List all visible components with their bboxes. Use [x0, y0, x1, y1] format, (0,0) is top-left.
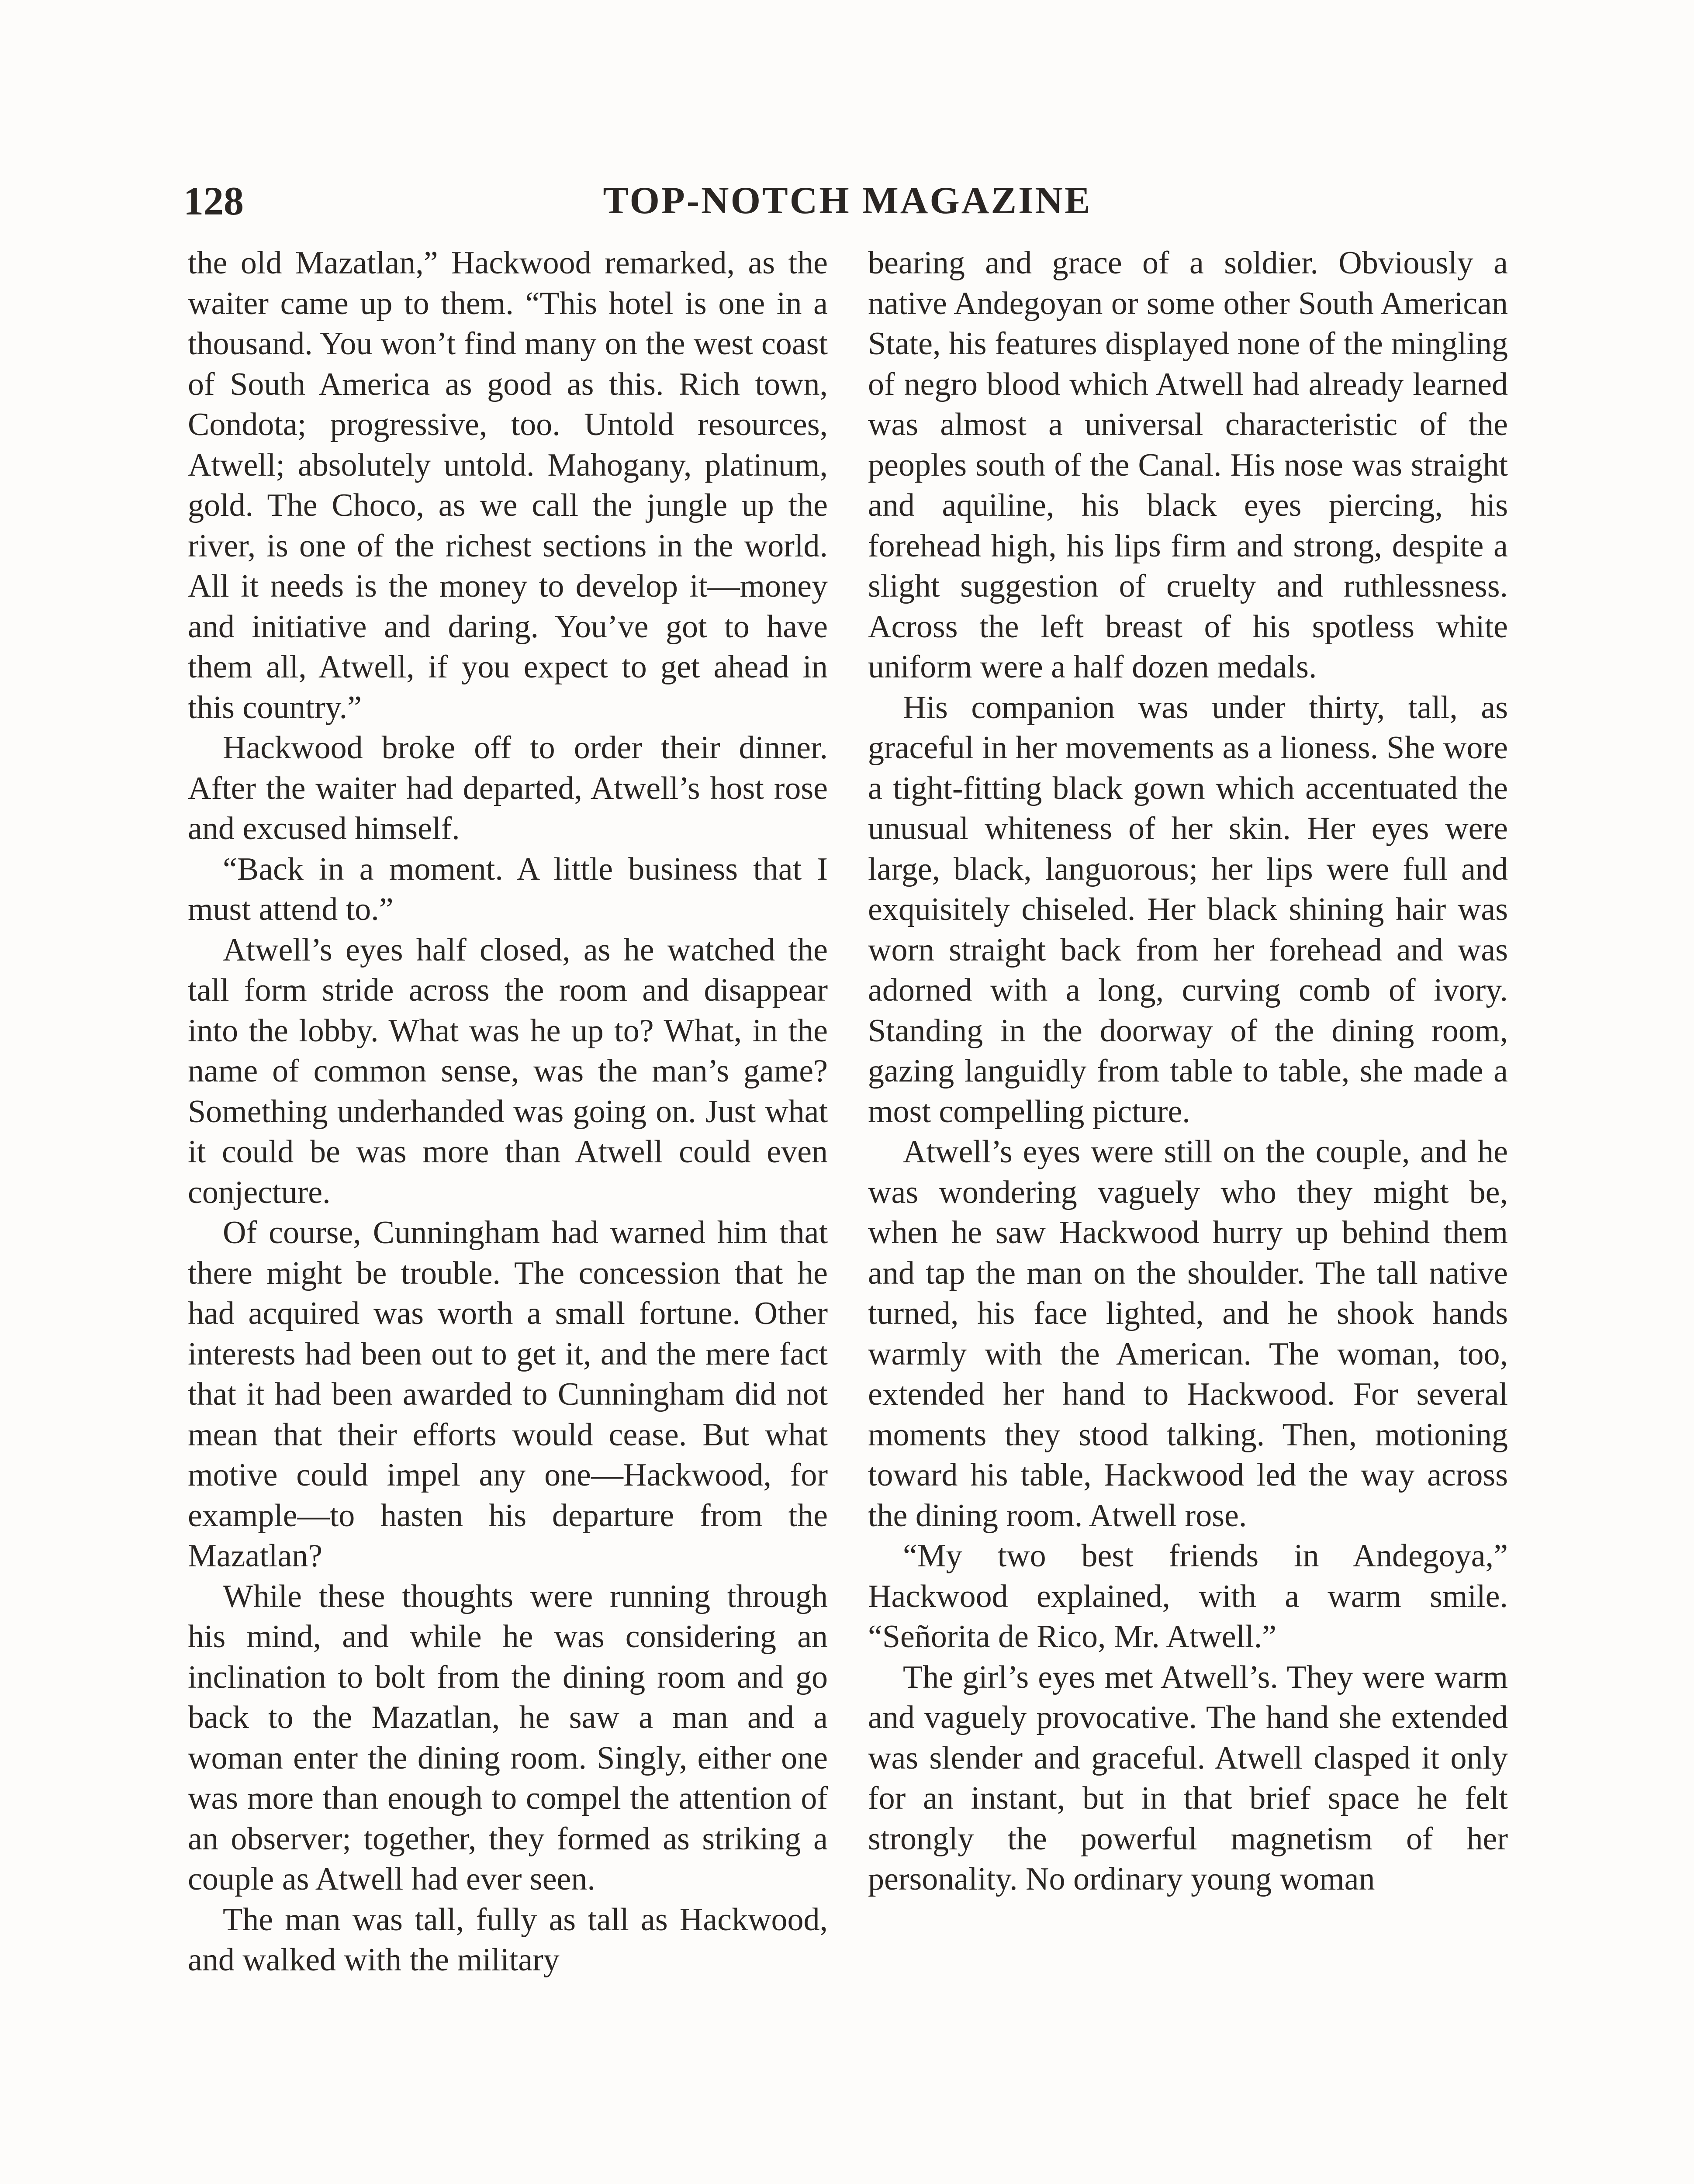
paragraph: bearing and grace of a soldier. Obviously a native Andegoyan or some other South American State, his features displayed none of the mingling of negro blood which Atwell had already learned was almost a universal characteristic of the peoples south of the Canal. His nose was straight and aquiline, his black eyes piercing, his forehead high, his lips firm and strong, despite a slight suggestion of cruelty and ruthlessness. Across the left breast of his spotless white uniform were a half dozen medals. — [868, 245, 1508, 685]
left-text-column — [188, 243, 828, 2184]
page-header — [183, 175, 1511, 227]
paragraph: the old Mazatlan,” Hackwood remarked, as the waiter came up to them. “This hotel is one in a thousand. You won’t find many on the west coast of South America as good as this. Rich town, Condota; progressive, too. Untold resources, Atwell; absolutely untold. Mahogany, platinum, gold. The Choco, as we call the jungle up the river, is one of the richest sections in the world. All it needs is the money to develop it—money and initiative and daring. You’ve got to have them all, Atwell, if you expect to get ahead in this country.” — [188, 245, 828, 726]
paragraph: Atwell’s eyes half closed, as he watched the tall form stride across the room and disappear into the lobby. What was he up to? What, in the name of common sense, was the man’s game? Something underhanded was going on. Just what it could be was more than Atwell could even conjecture. — [188, 932, 828, 1210]
paragraph: “My two best friends in Andegoya,” Hackwood explained, with a warm smile. “Señorita de Rico, Mr. Atwell.” — [868, 1538, 1508, 1655]
paragraph: The girl’s eyes met Atwell’s. They were warm and vaguely provocative. The hand she extended was slender and graceful. Atwell clasped it only for an instant, but in that brief space he felt strongly the powerful magnetism of her personality. No ordinary young woman — [868, 1659, 1508, 1897]
paragraph: While these thoughts were running through his mind, and while he was considering an inclination to bolt from the dining room and go back to the Mazatlan, he saw a man and a woman enter the dining room. Singly, either one was more than enough to compel the attention of an observer; together, they formed as striking a couple as Atwell had ever seen. — [188, 1578, 828, 1897]
paragraph: Of course, Cunningham had warned him that there might be trouble. The concession that he had acquired was worth a small fortune. Other interests had been out to get it, and the mere fact that it had been awarded to Cunningham did not mean that their efforts would cease. But what motive could impel any one—Hackwood, for example—to hasten his departure from the Mazatlan? — [188, 1215, 828, 1574]
paragraph: The man was tall, fully as tall as Hackwood, and walked with the military — [188, 1901, 828, 1978]
right-text-column — [868, 243, 1508, 2184]
paragraph: “Back in a moment. A little business that I must attend to.” — [188, 851, 828, 927]
paragraph: His companion was under thirty, tall, as graceful in her movements as a lioness. She wore a tight-fitting black gown which accentuated the unusual whiteness of her skin. Her eyes were large, black, languorous; her lips were full and exquisitely chiseled. Her black shining hair was worn straight back from her forehead and was adorned with a long, curving comb of ivory. Standing in the doorway of the dining room, gazing languidly from table to table, she made a most compelling picture. — [868, 689, 1508, 1130]
paragraph: Atwell’s eyes were still on the couple, and he was wondering vaguely who they might be, when he saw Hackwood hurry up behind them and tap the man on the shoulder. The tall native turned, his face lighted, and he shook hands warmly with the American. The woman, too, extended her hand to Hackwood. For several moments they stood talking. Then, motioning toward his table, Hackwood led the way across the dining room. Atwell rose. — [868, 1134, 1508, 1534]
paragraph: Hackwood broke off to order their dinner. After the waiter had departed, Atwell’s host rose and excused himself. — [188, 730, 828, 847]
page-number: 128 — [183, 179, 244, 223]
running-title: TOP-NOTCH MAGAZINE — [603, 180, 1092, 222]
